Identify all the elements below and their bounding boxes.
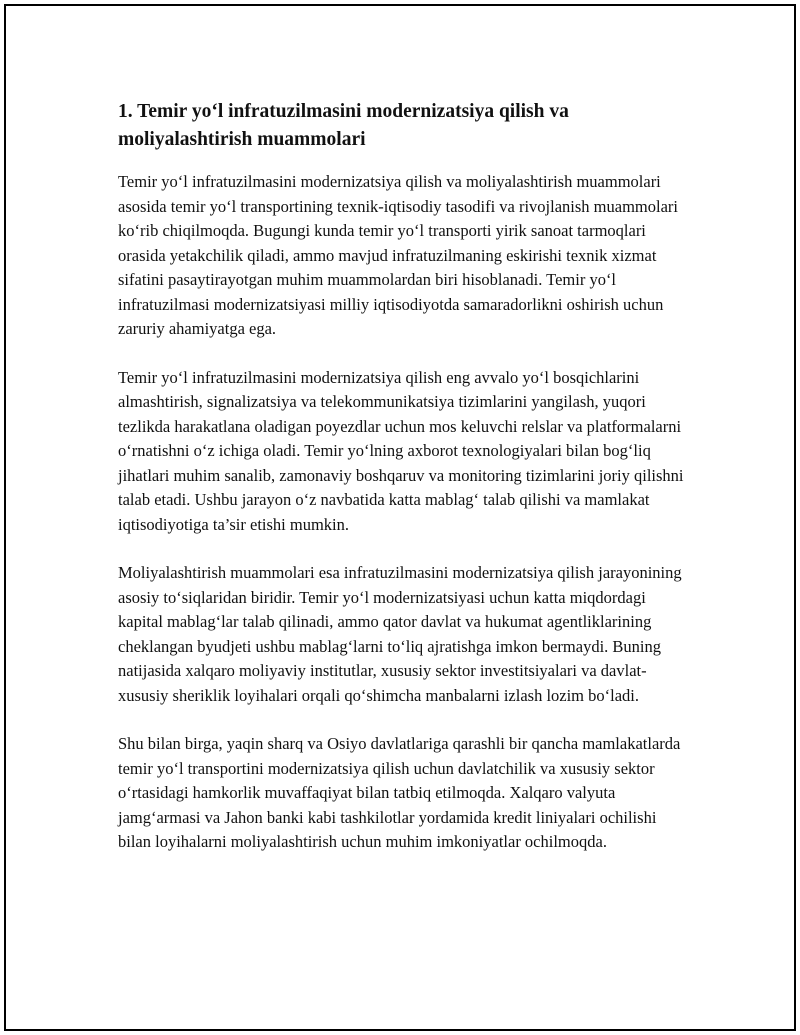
paragraph-1: Temir yo‘l infratuzilmasini modernizatsiya qilish va moliyalashtirish muammolari asosida temir yo‘l transportining texnik-iqtisodiy tasodifi va rivojlanish muammolari ko‘rib chiqilmoqda. Bugungi kunda temir yo‘l transporti yirik sanoat tarmoqlari orasida yetakchilik qiladi, ammo mavjud infratuzilmaning eskirishi texnik xizmat sifatini pasaytirayotgan muhim muammolardan biri hisoblanadi. Temir yo‘l infratuzilmasi modernizatsiyasi milliy iqtisodiyotda samaradorlikni oshirish uchun zaruriy ahamiyatga ega. <box>118 172 678 338</box>
section-title: 1. Temir yo‘l infratuzilmasini modernizatsiya qilish va moliyalashtirish muammolari <box>118 101 569 150</box>
paragraph-3: Moliyalashtirish muammolari esa infratuzilmasini modernizatsiya qilish jarayonining asosiy to‘siqlaridan biridir. Temir yo‘l modernizatsiyasi uchun katta miqdordagi kapital mablag‘lar talab qilinadi, ammo qator davlat va hukumat agentliklarining cheklangan byudjeti ushbu mablag‘larni to‘liq ajratishga imkon bermaydi. Buning natijasida xalqaro moliyaviy institutlar, xususiy sektor investitsiyalari va davlat-xususiy sheriklik loyihalari orqali qo‘shimcha manbalarni izlash lozim bo‘ladi. <box>118 563 682 705</box>
document-body <box>118 98 688 879</box>
paragraph-4: Shu bilan birga, yaqin sharq va Osiyo davlatlariga qarashli bir qancha mamlakatlarda temir yo‘l transportini modernizatsiya qilish uchun davlatchilik va xususiy sektor o‘rtasidagi hamkorlik muvaffaqiyat bilan tatbiq etilmoqda. Xalqaro valyuta jamg‘armasi va Jahon banki kabi tashkilotlar yordamida kredit liniyalari ochilishi bilan loyihalarni moliyalashtirish uchun muhim imkoniyatlar ochilmoqda. <box>118 734 681 851</box>
document-page <box>4 4 796 1031</box>
paragraph-2: Temir yo‘l infratuzilmasini modernizatsiya qilish eng avvalo yo‘l bosqichlarini almashtirish, signalizatsiya va telekommunikatsiya tizimlarini yangilash, yuqori tezlikda harakatlana oladigan poyezdlar uchun mos keluvchi relslar va platformalarni o‘rnatishni o‘z ichiga oladi. Temir yo‘lning axborot texnologiyalari bilan bog‘liq jihatlari muhim sanalib, zamonaviy boshqaruv va monitoring tizimlarini joriy qilishni talab etadi. Ushbu jarayon o‘z navbatida katta mablag‘ talab qilishi va mamlakat iqtisodiyotiga ta’sir etishi mumkin. <box>118 367 684 534</box>
